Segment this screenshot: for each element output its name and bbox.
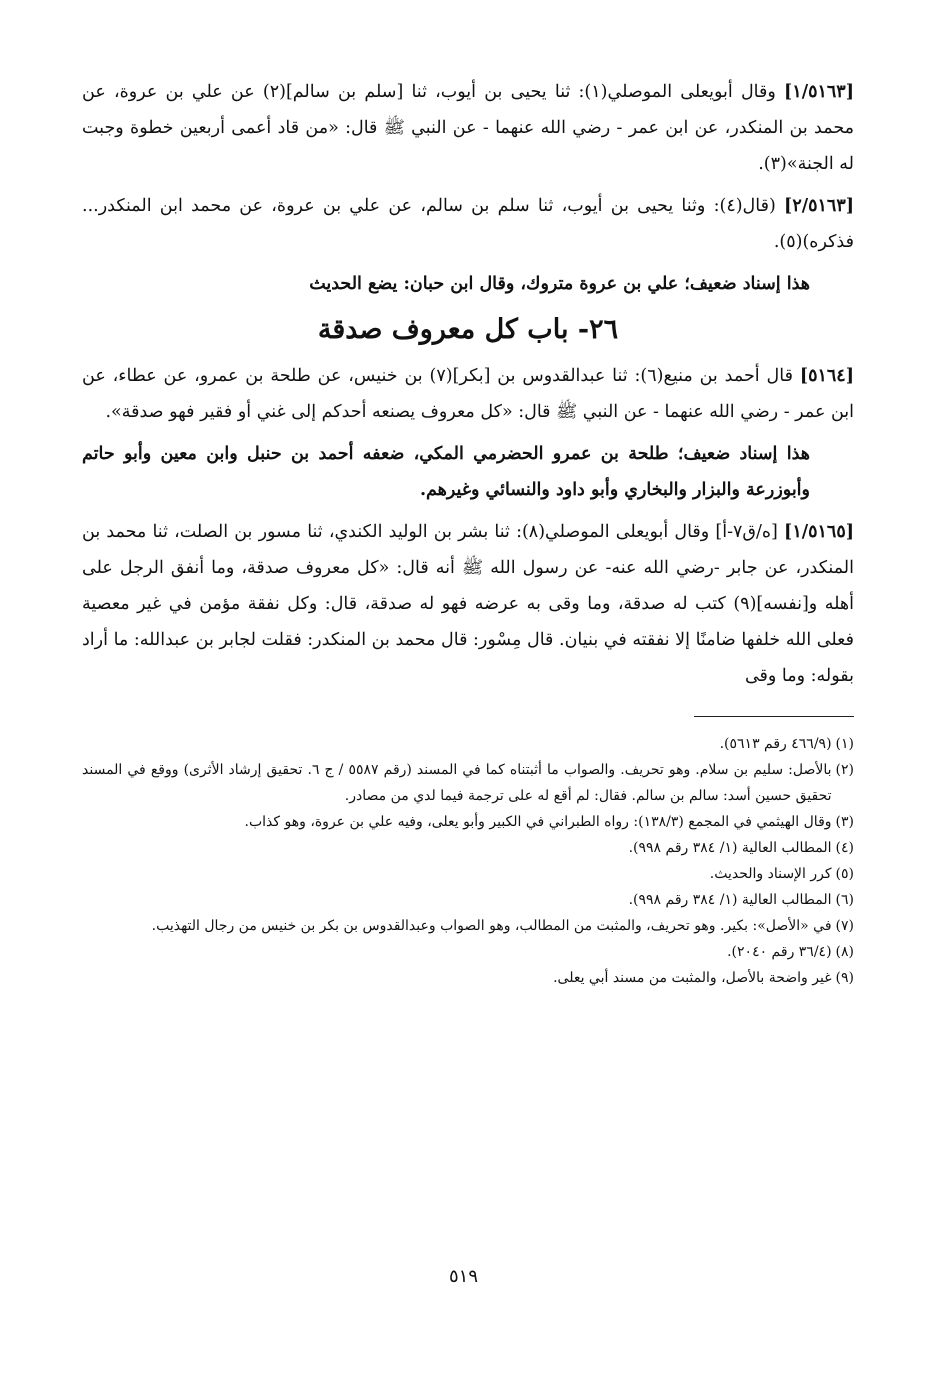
footnote bbox=[82, 731, 854, 757]
hadith-ref: [١/٥١٦٣] bbox=[784, 82, 854, 102]
hadith-5163-1 bbox=[82, 74, 854, 182]
hadith-text: [ه/ق٧-أ] وقال أبويعلى الموصلي(٨): ثنا بشر بن الوليد الكندي، ثنا مسور بن الصلت، ثنا محمد بن المنكدر، عن جابر -رضي الله عنه- عن رسول الله ﷺ أنه قال: «كل معروف صدقة، وما أنفق الرجل على أهله و[نفسه](٩) كتب له صدقة، وما وقى به عرضه فهو له صدقة، قال: وكل نفقة مؤمن في غير معصية فعلى الله خلفها ضامنًا إلا نفقته في بنيان. قال مِسْور: قال محمد بن المنكدر: فقلت لجابر بن عبدالله: ما أراد بقوله: وما وقى bbox=[82, 522, 854, 686]
footnote bbox=[82, 835, 854, 861]
footnote bbox=[82, 809, 854, 835]
hadith-text: (قال(٤): وثنا يحيى بن أيوب، ثنا سلم بن سالم، عن علي بن عروة، عن محمد ابن المنكدر... فذكره)(٥). bbox=[82, 196, 854, 252]
footnote-number: (٤) bbox=[835, 840, 854, 856]
footnote-number: (٣) bbox=[835, 814, 854, 830]
isnad-grade: هذا إسناد ضعيف؛ علي بن عروة متروك، وقال ابن حبان: يضع الحديث bbox=[309, 274, 810, 294]
footnote-text: المطالب العالية (١/ ٣٨٤ رقم ٩٩٨). bbox=[628, 892, 832, 908]
footnote-divider bbox=[694, 716, 854, 717]
footnote-number: (٧) bbox=[835, 918, 854, 934]
footnote bbox=[82, 939, 854, 965]
hadith-text: قال أحمد بن منيع(٦): ثنا عبدالقدوس بن [بكر](٧) بن خنيس، عن طلحة بن عمرو، عن عطاء، عن ابن عمر - رضي الله عنهما - عن النبي ﷺ قال: «كل معروف يصنعه أحدكم إلى غني أو فقير فهو صدقة». bbox=[82, 366, 854, 422]
footnote-text: بالأصل: سليم بن سلام. وهو تحريف. والصواب ما أثبتناه كما في المسند (رقم ٥٥٨٧ / ج ٦. تحقيق إرشاد الأثرى) ووقع في المسند تحقيق حسين أسد: سالم بن سالم. فقال: لم أقع له على ترجمة فيما لدي من مصادر. bbox=[82, 762, 832, 804]
hadith-5165-1 bbox=[82, 514, 854, 694]
footnote-text: وقال الهيثمي في المجمع (١٣٨/٣): رواه الطبراني في الكبير وأبو يعلى، وفيه علي بن عروة، وهو كذاب. bbox=[244, 814, 832, 830]
footnote-text: غير واضحة بالأصل، والمثبت من مسند أبي يعلى. bbox=[553, 970, 832, 986]
footnote bbox=[82, 757, 854, 809]
hadith-text: وقال أبويعلى الموصلي(١): ثنا يحيى بن أيوب، ثنا [سلم بن سالم](٢) عن علي بن عروة، عن محمد بن المنكدر، عن ابن عمر - رضي الله عنهما - عن النبي ﷺ قال: «من قاد أعمى أربعين خطوة وجبت له الجنة»(٣). bbox=[82, 82, 854, 174]
chapter-title: ٢٦- باب كل معروف صدقة bbox=[317, 314, 619, 345]
footnote bbox=[82, 965, 854, 991]
footnote bbox=[82, 913, 854, 939]
page-body bbox=[82, 74, 854, 991]
footnote-number: (٥) bbox=[835, 866, 854, 882]
page-number: ٥١٩ bbox=[448, 1266, 478, 1287]
footnote-text: في «الأصل»: بكير. وهو تحريف، والمثبت من المطالب، وهو الصواب وعبدالقدوس بن بكر بن خنيس من رجال التهذيب. bbox=[151, 918, 832, 934]
footnote bbox=[82, 861, 854, 887]
hadith-5163-2 bbox=[82, 188, 854, 260]
footnote bbox=[82, 887, 854, 913]
footnote-number: (٦) bbox=[835, 892, 854, 908]
footnotes bbox=[82, 731, 854, 991]
hadith-ref: [٢/٥١٦٣] bbox=[784, 196, 854, 216]
footnote-text: (٤٦٦/٩ رقم ٥٦١٣). bbox=[719, 736, 832, 752]
hadith-ref: [١/٥١٦٥] bbox=[784, 522, 854, 542]
footnote-number: (١) bbox=[835, 736, 854, 752]
footnote-number: (٢) bbox=[835, 762, 854, 778]
hadith-ref: [٥١٦٤] bbox=[799, 366, 854, 386]
footnote-text: كرر الإسناد والحديث. bbox=[709, 866, 832, 882]
footnote-text: المطالب العالية (١/ ٣٨٤ رقم ٩٩٨). bbox=[628, 840, 832, 856]
isnad-grade: هذا إسناد ضعيف؛ طلحة بن عمرو الحضرمي المكي، ضعفه أحمد بن حنبل وابن معين وأبو حاتم وأبوزرعة والبزار والبخاري وأبو داود والنسائي وغيرهم. bbox=[82, 444, 811, 500]
footnote-number: (٩) bbox=[835, 970, 854, 986]
footnote-text: (٣٦/٤ رقم ٢٠٤٠). bbox=[727, 944, 832, 960]
footnote-number: (٨) bbox=[835, 944, 854, 960]
hadith-5164 bbox=[82, 358, 854, 430]
